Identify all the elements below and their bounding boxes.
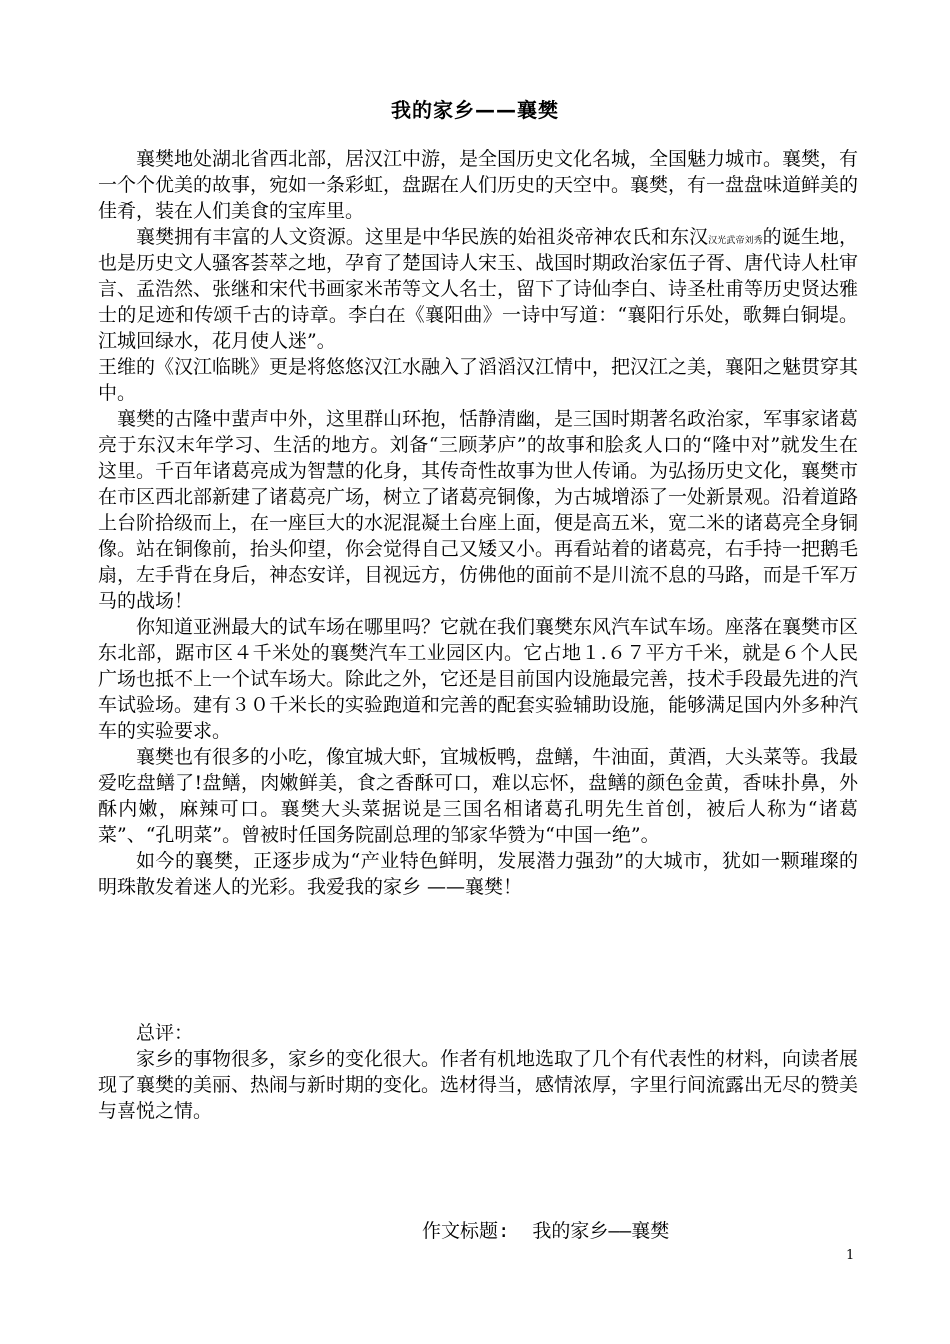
paragraph-culture-part1: 襄樊拥有丰富的人文资源。这里是中华民族的始祖炎帝神农氏和东汉 [136,226,709,248]
essay-body [98,146,858,900]
paragraph-culture-part2: 的诞生地，也是历史文人骚客荟萃之地，孕育了楚国诗人宋玉、战国时期政治家伍子胥、唐代诗人杜审言、孟浩然、张继和宋代书画家米芾等文人名士，留下了诗仙李白、诗圣杜甫等历史贤达雅士的足迹和传颂千古的诗章。李白在《襄阳曲》一诗中写道：“襄阳行乐处，歌舞白铜堤。江城回绿水，花月使人迷”。 [98,226,859,352]
paragraph-proving-ground: 你知道亚洲最大的试车场在哪里吗？它就在我们襄樊东风汽车试车场。座落在襄樊市区东北部，踞市区４千米处的襄樊汽车工业园区内。它占地１.６７平方千米，就是６个人民广场也抵不上一个试车场大。除此之外，它还是目前国内设施最完善，技术手段最先进的汽车试验场。建有３０千米长的实验跑道和完善的配套实验辅助设施，能够满足国内外多种汽车的实验要求。 [98,616,859,742]
footer-label: 作文标题: [422,1220,510,1242]
paragraph-intro: 襄樊地处湖北省西北部，居汉江中游，是全国历史文化名城，全国魅力城市。襄樊，有一个个优美的故事，宛如一条彩虹，盘踞在人们历史的天空中。襄樊，有一盘盘味道鲜美的佳肴，装在人们美食的宝库里。 [98,148,859,222]
paragraph-longzhong: 襄樊的古隆中蜚声中外，这里群山环抱，恬静清幽，是三国时期著名政治家，军事家诸葛亮于东汉末年学习、生活的地方。刘备“三顾茅庐”的故事和脍炙人口的“隆中对”就发生在这里。千百年诸葛亮成为智慧的化身，其传奇性故事为世人传诵。为弘扬历史文化，襄樊市在市区西北部新建了诸葛亮广场，树立了诸葛亮铜像，为古城增添了一处新景观。沿着道路上台阶拾级而上，在一座巨大的水泥混凝土台座上面，便是高五米，宽二米的诸葛亮全身铜像。站在铜像前，抬头仰望，你会觉得自己又矮又小。再看站着的诸葛亮，右手持一把鹅毛扇，左手背在身后，神态安详，目视远方，仿佛他的面前不是川流不息的马路，而是千军万马的战场！ [98,408,859,612]
document-title: 我的家乡——襄樊 [391,98,559,122]
page-number: 1 [846,1248,855,1263]
paragraph-culture-continued: 王维的《汉江临眺》更是将悠悠汉江水融入了滔滔汉江情中，把汉江之美，襄阳之魅贯穿其中。 [98,356,859,404]
summary-text: 家乡的事物很多，家乡的变化很大。作者有机地选取了几个有代表性的材料，向读者展现了襄樊的美丽、热闹与新时期的变化。选材得当，感情浓厚，字里行间流露出无尽的赞美与喜悦之情。 [98,1048,859,1122]
summary-section [98,1020,858,1124]
footer-essay-title [422,1218,669,1244]
paragraph-culture [98,224,858,354]
paragraph-conclusion: 如今的襄樊，正逐步成为“产业特色鲜明，发展潜力强劲”的大城市，犹如一颗璀璨的明珠散发着迷人的光彩。我爱我的家乡 ——襄樊！ [98,850,858,898]
paragraph-snacks: 襄樊也有很多的小吃，像宜城大虾，宜城板鸭，盘鳝，牛油面，黄酒，大头菜等。我最爱吃盘鳝了!盘鳝，肉嫩鲜美，食之香酥可口，难以忘怀，盘鳝的颜色金黄，香味扑鼻，外酥内嫩，麻辣可口。襄樊大头菜据说是三国名相诸葛孔明先生首创，被后人称为“诸葛菜”、“孔明菜”。曾被时任国务院副总理的邹家华赞为“中国一绝”。 [98,746,859,846]
summary-heading: 总评： [136,1022,194,1044]
footer-value: 我的家乡——襄樊 [532,1220,670,1242]
inline-annotation: 汉光武帝刘秀 [708,236,763,246]
